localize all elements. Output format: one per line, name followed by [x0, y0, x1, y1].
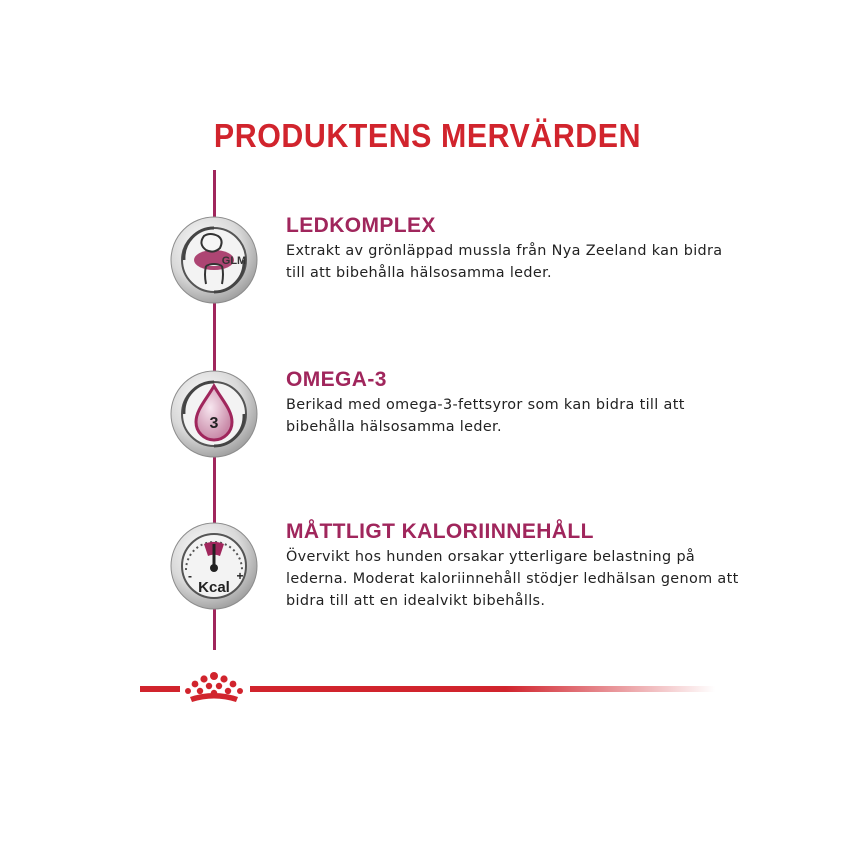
kcal-minus-label: - — [188, 569, 192, 583]
omega-3-label: 3 — [209, 415, 219, 432]
feature-text-omega: Berikad med omega-3-fettsyror som kan bidra till att bibehålla hälsosamma leder. — [286, 397, 685, 435]
footer-line-left — [140, 686, 180, 692]
glm-label: GLM — [221, 255, 247, 267]
feature-title-kalori: MÅTTLIGT KALORIINNEHÅLL — [286, 520, 594, 543]
feature-text-kalori: Övervikt hos hunden orsakar ytterligare belastning på lederna. Moderat kaloriinnehåll stödjer ledhälsan genom att bidra till att en idealvikt bibehålls. — [286, 549, 739, 609]
royal-canin-crown-icon — [182, 670, 246, 706]
kcal-plus-label: + — [236, 569, 244, 583]
feature-title-omega: OMEGA-3 — [286, 368, 387, 391]
omega-drop-icon — [170, 370, 258, 458]
kcal-gauge-icon — [170, 522, 258, 610]
feature-title-ledkomplex: LEDKOMPLEX — [286, 214, 436, 237]
page-title: PRODUKTENS MERVÄRDEN — [213, 117, 642, 154]
footer-line-right — [250, 686, 715, 692]
feature-text-ledkomplex: Extrakt av grönläppad mussla från Nya Zeeland kan bidra till att bibehålla hälsosamma leder. — [286, 243, 723, 281]
kcal-label: Kcal — [198, 579, 230, 596]
joint-glm-icon — [170, 216, 258, 304]
